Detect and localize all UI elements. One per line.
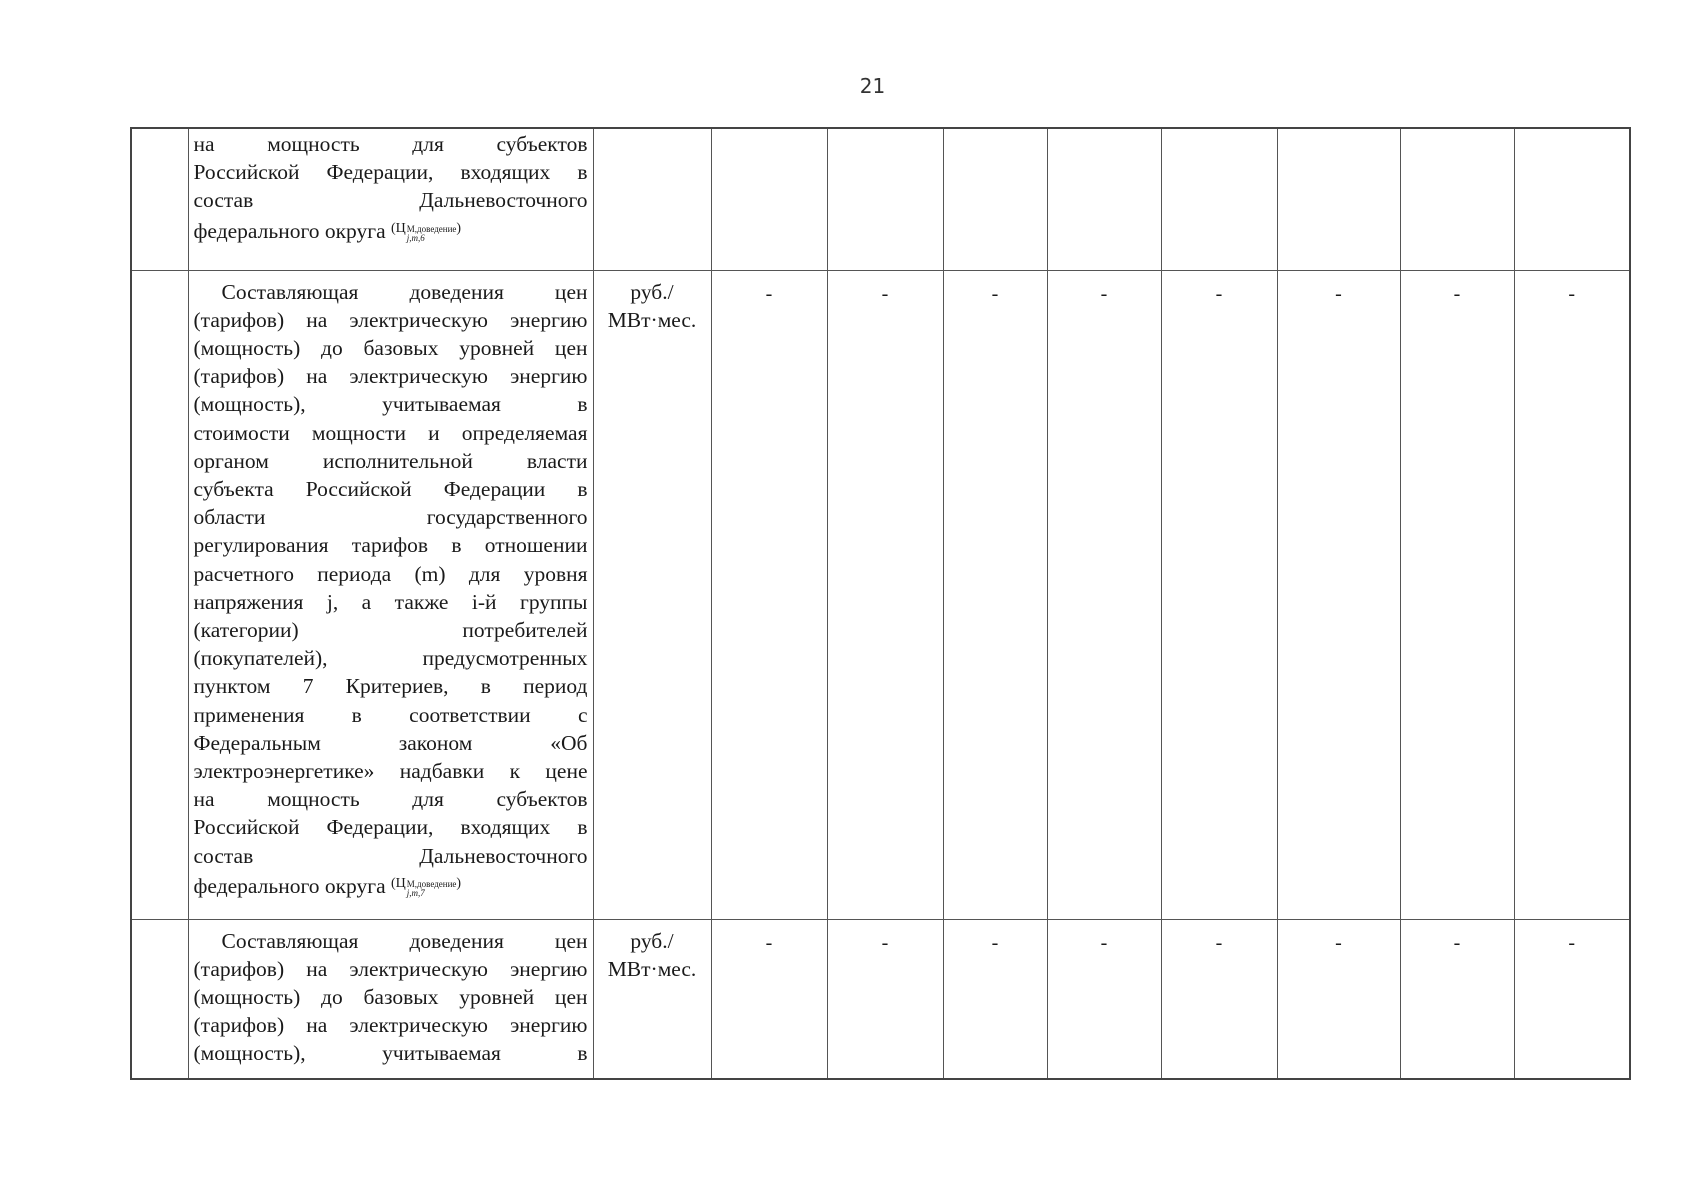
formula-symbol: $^{(Ц}$ М,доведение j,m,6 ) [391,220,462,243]
value-text: - [1453,931,1461,954]
value-text [944,129,1047,141]
description-text [189,271,593,900]
unit-text [594,129,711,136]
table-row [131,919,1630,1079]
description-line: (мощность), учитываемая в [193,392,588,417]
value-cell [1400,270,1514,919]
description-line: расчетного периода (m) для уровня [193,561,588,586]
description-cell [188,270,593,919]
value-text [828,129,943,141]
value-cell [1277,919,1400,1079]
description-line: пунктом 7 Критериев, в период [193,674,588,699]
unit-cell [593,919,711,1079]
table-row [131,128,1630,270]
description-line: субъекта Российской Федерации в [193,476,588,501]
value-cell [1161,270,1277,919]
value-cell [1400,919,1514,1079]
description-line: области государственного [193,505,588,530]
value-cell [827,919,943,1079]
value-text: - [765,282,773,305]
description-line: Составляющая доведения цен [221,279,588,304]
value-text [712,129,827,141]
description-text [189,920,593,1068]
description-line: Федеральным законом «Об [193,730,588,755]
value-cell [1047,128,1161,270]
row-number-cell [131,270,188,919]
description-cell [188,128,593,270]
description-line: (тарифов) на электрическую энергию [193,364,588,389]
description-line: (мощность) до базовых уровней цен [193,984,588,1009]
description-line: (тарифов) на электрическую энергию [193,1013,588,1038]
value-text: - [881,931,889,954]
formula-symbol: $^{(Ц}$ М,доведение j,m,7 ) [391,875,462,898]
tariff-table [130,127,1631,1080]
description-line: (тарифов) на электрическую энергию [193,307,588,332]
value-cell [1514,919,1630,1079]
description-line: на мощность для субъектов [193,787,588,812]
value-cell [943,128,1047,270]
value-cell [943,270,1047,919]
value-text: - [1100,931,1108,954]
value-text: - [765,931,773,954]
value-text [1401,129,1514,141]
description-line: напряжения j, а также i-й группы [193,589,588,614]
description-line: (мощность), учитываемая в [193,1041,588,1066]
value-cell [1047,919,1161,1079]
row-number-cell [131,128,188,270]
description-line: органом исполнительной власти [193,448,588,473]
description-line: применения в соответствии с [193,702,588,727]
value-text: - [1215,931,1223,954]
value-cell [943,919,1047,1079]
row-number-cell [131,919,188,1079]
value-cell [711,128,827,270]
value-text: - [881,282,889,305]
value-cell [1400,128,1514,270]
value-text [1515,129,1630,141]
value-cell [1514,270,1630,919]
value-text [1278,129,1400,141]
table-row [131,270,1630,919]
value-cell [1277,128,1400,270]
description-line: (категории) потребителей [193,617,588,642]
description-line: регулирования тарифов в отношении [193,533,588,558]
description-line: на мощность для субъектов [193,132,588,156]
value-text: - [1453,282,1461,305]
value-cell [827,128,943,270]
description-last-line: федерального округа $^{(Ц}$ М,доведение j,m,7 ) [193,873,462,898]
value-cell [1161,919,1277,1079]
description-line: стоимости мощности и определяемая [193,420,588,445]
description-line: состав Дальневосточного [193,188,588,213]
value-text [1048,129,1161,141]
value-text: - [1215,282,1223,305]
value-cell [1514,128,1630,270]
value-text: - [1335,282,1342,305]
description-line: Российской Федерации, входящих в [193,160,588,185]
value-cell [1161,128,1277,270]
value-text: - [1100,282,1108,305]
description-cell [188,919,593,1079]
value-text: - [991,931,999,954]
value-text: - [991,282,999,305]
value-text: - [1568,931,1576,954]
description-line: (тарифов) на электрическую энергию [193,956,588,981]
value-text: - [1335,931,1342,954]
description-line: (мощность) до базовых уровней цен [193,335,588,360]
description-line: состав Дальневосточного [193,843,588,868]
unit-text: руб./ МВт·мес. [607,928,697,981]
description-line: Составляющая доведения цен [221,928,588,953]
value-cell [1047,270,1161,919]
value-cell [711,270,827,919]
page-number: 21 [859,74,886,98]
description-text [189,129,593,245]
description-line: Российской Федерации, входящих в [193,815,588,840]
table-body [131,128,1630,1079]
value-text [1162,129,1277,141]
unit-text: руб./ МВт·мес. [607,279,697,332]
unit-cell [593,270,711,919]
value-cell [1277,270,1400,919]
value-text: - [1568,282,1576,305]
value-cell [827,270,943,919]
value-cell [711,919,827,1079]
unit-cell [593,128,711,270]
description-line: электроэнергетике» надбавки к цене [193,758,588,783]
description-last-line: федерального округа $^{(Ц}$ М,доведение j,m,6 ) [193,218,462,243]
description-line: (покупателей), предусмотренных [193,646,588,671]
